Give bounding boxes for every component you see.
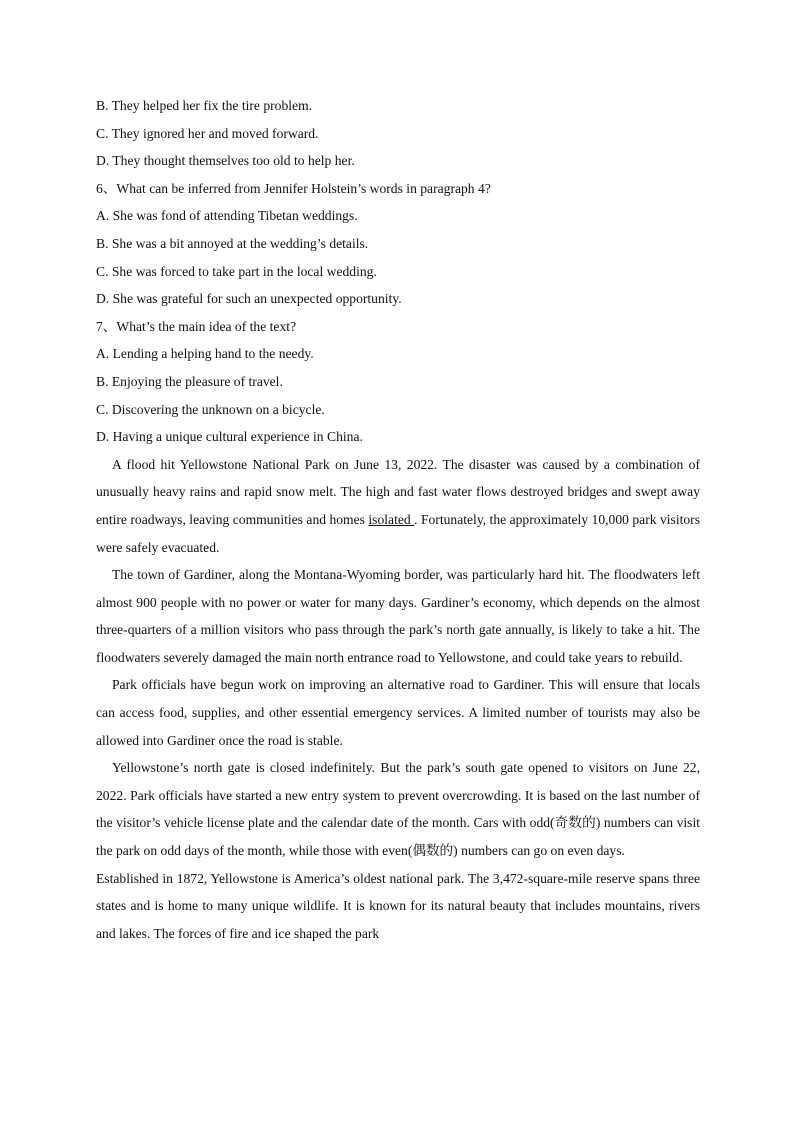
q6-option-a: A. She was fond of attending Tibetan weddings. [96, 208, 358, 224]
q7-option-c: C. Discovering the unknown on a bicycle. [96, 401, 325, 417]
q6-option-d: D. She was grateful for such an unexpected opportunity. [96, 291, 402, 307]
q5-option-d: D. They thought themselves too old to help her. [96, 153, 355, 169]
passage-paragraph-1 [96, 451, 700, 561]
underlined-word: isolated [368, 511, 415, 527]
q7-stem: 7、What’s the main idea of the text? [96, 318, 297, 334]
q7-option-a: A. Lending a helping hand to the needy. [96, 346, 314, 362]
q7-option-d: D. Having a unique cultural experience in China. [96, 429, 363, 445]
p1-text-after: . Fortunately, the approximately 10,000 park visitors were safely evacuated. [96, 511, 700, 555]
passage-paragraph-2: The town of Gardiner, along the Montana-Wyoming border, was particularly hard hit. The floodwaters left almost 900 people with no power or water for many days. Gardiner’s economy, which depends on the almost three-quarters of a million visitors who pass through the park’s north gate annually, is likely to take a hit. The floodwaters severely damaged the main north entrance road to Yellowstone, and could take years to rebuild. [96, 567, 700, 665]
passage-paragraph-4: Yellowstone’s north gate is closed indefinitely. But the park’s south gate opened to visitors on June 22, 2022. Park officials have started a new entry system to prevent overcrowding. It is based on the last number of the visitor’s vehicle license plate and the calendar date of the month. Cars with odd(奇数的) numbers can visit the park on odd days of the month, while those with even(偶数的) numbers can go on even days. [96, 760, 700, 859]
q6-option-b: B. She was a bit annoyed at the wedding’s details. [96, 235, 369, 251]
q7-option-b: B. Enjoying the pleasure of travel. [96, 373, 283, 389]
document-page [96, 92, 700, 947]
q5-option-b: B. They helped her fix the tire problem. [96, 98, 313, 113]
q6-option-c: C. She was forced to take part in the local wedding. [96, 263, 377, 279]
q5-option-c: C. They ignored her and moved forward. [96, 125, 319, 141]
p1-text-before: A flood hit Yellowstone National Park on June 13, 2022. The disaster was caused by a combination of unusually heavy rains and rapid snow melt. The high and fast water flows destroyed bridges and swept away entire roadways, leaving communities and homes [96, 456, 700, 527]
passage-paragraph-3: Park officials have begun work on improving an alternative road to Gardiner. This will ensure that locals can access food, supplies, and other essential emergency services. A limited number of tourists may also be allowed into Gardiner once the road is stable. [96, 677, 700, 748]
q6-stem: 6、What can be inferred from Jennifer Holstein’s words in paragraph 4? [96, 180, 491, 196]
passage-paragraph-5: Established in 1872, Yellowstone is America’s oldest national park. The 3,472-square-mile reserve spans three states and is home to many unique wildlife. It is known for its natural beauty that includes mountains, rivers and lakes. The forces of fire and ice shaped the park [96, 870, 700, 941]
